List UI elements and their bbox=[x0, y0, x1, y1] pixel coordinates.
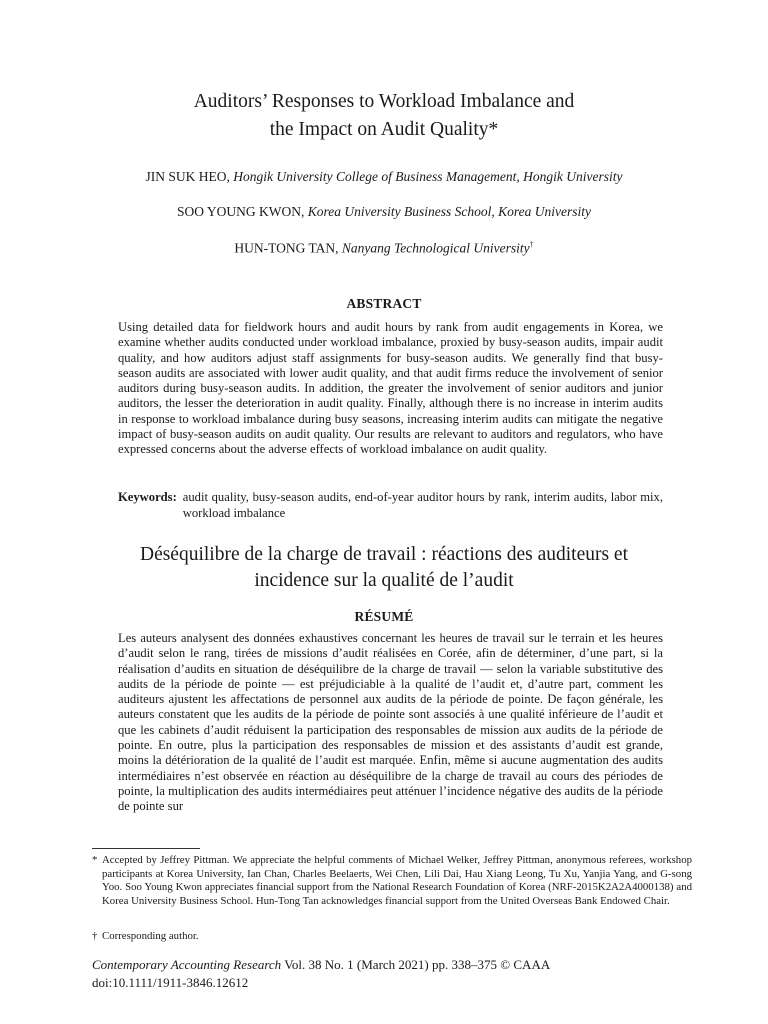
footnote-mark: † bbox=[92, 930, 98, 942]
author-affiliation: Hongik University College of Business Management, Hongik University bbox=[233, 169, 623, 184]
doi-link[interactable]: doi:10.1111/1911-3846.12612 bbox=[92, 975, 249, 990]
footnote-rule bbox=[92, 848, 200, 849]
footnote-1 bbox=[92, 854, 692, 908]
author-name: SOO YOUNG KWON, bbox=[177, 204, 305, 219]
resume-heading: RÉSUMÉ bbox=[354, 609, 414, 624]
french-title-line-2: incidence sur la qualité de l’audit bbox=[254, 570, 514, 591]
keywords-label: Keywords: bbox=[118, 490, 177, 504]
author-name: JIN SUK HEO, bbox=[145, 169, 230, 184]
author-2 bbox=[0, 203, 768, 221]
abstract-heading: ABSTRACT bbox=[346, 296, 422, 311]
author-affiliation: Korea University Business School, Korea University bbox=[307, 204, 591, 219]
keywords bbox=[118, 489, 663, 521]
dagger-mark: † bbox=[529, 240, 534, 249]
author-1 bbox=[0, 168, 768, 186]
footnote-2 bbox=[92, 930, 692, 944]
author-affiliation: Nanyang Technological University bbox=[341, 240, 530, 256]
journal-details: Vol. 38 No. 1 (March 2021) pp. 338–375 © CAAA bbox=[284, 957, 551, 972]
author-3 bbox=[0, 236, 768, 258]
footnote-mark: * bbox=[92, 854, 98, 866]
journal-citation bbox=[92, 956, 550, 973]
footnote-text: Accepted by Jeffrey Pittman. We appreciate the helpful comments of Michael Welker, Jeffrey Pittman, anonymous referees, workshop participants at Korea University, Ian Chan, Charles Beelaerts, Wei Chen, Lili Dai, Hau Xiang Leong, Tu Xu, Yanjia Yang, and G-song Yoo. Soo Young Kwon appreciates financial support from the National Research Foundation of Korea (NRF-2015K2A2A4000138) and Korea University Business School. Hun-Tong Tan acknowledges financial support from the United Overseas Bank Endowed Chair. bbox=[102, 854, 692, 907]
paper-title bbox=[0, 88, 768, 144]
title-line-1: Auditors’ Responses to Workload Imbalance and bbox=[193, 91, 575, 112]
resume-text: Les auteurs analysent des données exhaustives concernant les heures de travail sur le terrain et les heures d’audit selon le rang, tirées de missions d’audit réalisées en Corée, afin de déterminer, d’une part, si la réalisation d’audits en situation de déséquilibre de la charge de travail — selon la variable substitutive des audits de la période de pointe — est préjudiciable à la qualité de l’audit et, d’autre part, comment les auditeurs ajustent les affectations de personnel aux audits de la période de pointe. De façon générale, les auteurs constatent que les audits de la période de pointe sont associés à une qualité inférieure de l’audit et que les cabinets d’audit réduisent la participation des responsables de mission aux audits de la période de pointe. En outre, plus la participation des responsables de mission et des assistants d’audit est grande, moins la détérioration de la qualité de l’audit est marquée. Enfin, même si aucune augmentation des audits intermédiaires n’est observée en réaction au déséquilibre de la charge de travail au cours des périodes de pointe, la multiplication des audits intermédiaires peut atténuer l’incidence négative des audits de la période de pointe sur bbox=[118, 631, 663, 814]
author-name: HUN-TONG TAN, bbox=[234, 240, 339, 256]
abstract-text: Using detailed data for fieldwork hours and audit hours by rank from audit engagements in Korea, we examine whether audits conducted under workload imbalance, proxied by busy-season audits, impair audit quality, and how auditors adjust staff assignments for busy-season audits. We generally find that busy-season audits are associated with lower audit quality, and that audit firms reduce the involvement of senior auditors during busy-season audits. In addition, the greater the involvement of senior auditors and junior auditors, the lesser the deterioration in audit quality. Finally, although there is no increase in interim audits in response to workload imbalance during busy seasons, increasing interim audits can mitigate the negative impact of busy-season audits on audit quality. Our results are relevant to auditors and regulators, who have expressed concerns about the adverse effects of workload imbalance on audit quality. bbox=[118, 320, 663, 457]
footnote-text: Corresponding author. bbox=[102, 930, 199, 942]
keywords-text: audit quality, busy-season audits, end-of-year auditor hours by rank, interim audits, labor mix, workload imbalance bbox=[182, 490, 663, 520]
french-title-line-1: Déséquilibre de la charge de travail : réactions des auditeurs et bbox=[139, 544, 629, 565]
french-title bbox=[0, 542, 768, 594]
title-line-2: the Impact on Audit Quality* bbox=[269, 119, 499, 140]
journal-name: Contemporary Accounting Research bbox=[92, 957, 282, 972]
